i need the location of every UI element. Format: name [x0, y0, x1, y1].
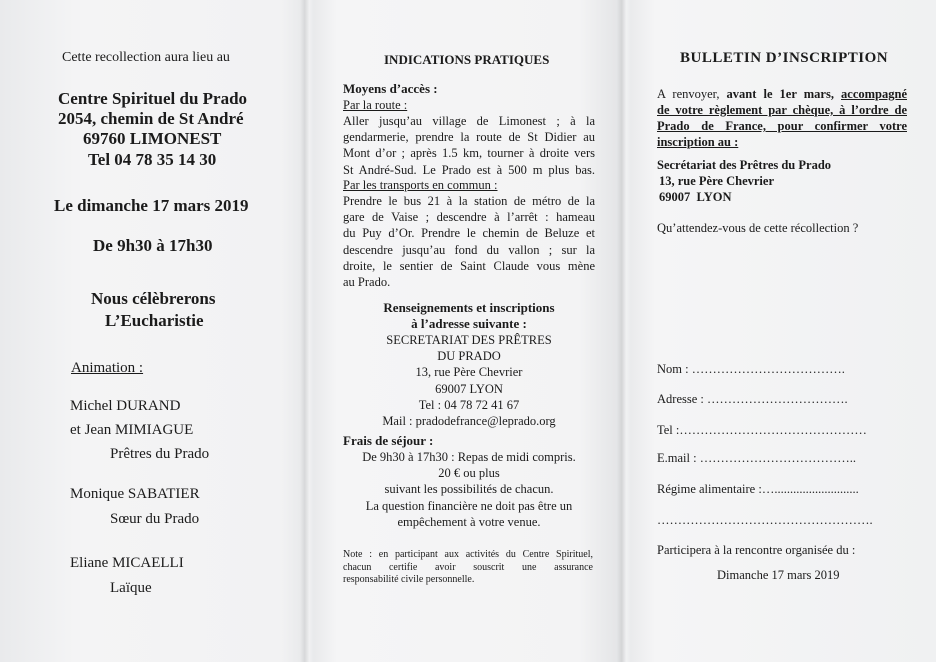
note-line: responsabilité civile personnelle.	[343, 574, 475, 586]
person-role: Sœur du Prado	[110, 511, 200, 527]
celebration-line-2: L’Eucharistie	[105, 311, 204, 330]
fold-crease-right	[617, 0, 631, 662]
secretariat-line: Secrétariat des Prêtres du Prado	[657, 158, 832, 172]
info-line: DU PRADO	[437, 349, 501, 364]
road-line: Aller jusqu’au village de Limonest ; à la	[343, 114, 595, 128]
send-line	[657, 86, 907, 102]
field-address[interactable]: Adresse : …………………………….	[657, 392, 848, 406]
road-directions	[343, 113, 595, 178]
info-line: SECRETARIAT DES PRÊTRES	[386, 333, 552, 347]
event-date: Le dimanche 17 mars 2019	[54, 196, 249, 215]
secretariat-line: 13, rue Père Chevrier	[659, 174, 774, 188]
person-name: Monique SABATIER	[70, 486, 200, 502]
insurance-note	[343, 549, 593, 587]
road-label: Par la route :	[343, 98, 408, 112]
field-name[interactable]: Nom : ……………………………….	[657, 362, 845, 376]
transit-label: Par les transports en commun :	[343, 178, 498, 192]
fees-line: De 9h30 à 17h30 : Repas de midi compris.	[362, 450, 576, 464]
transit-line: gare de Vaise ; descendre à l’arrêt : hameau	[343, 210, 595, 225]
fees-block	[343, 449, 595, 530]
send-deadline: avant le 1er mars,	[726, 87, 834, 101]
animation-label: Animation :	[71, 360, 144, 376]
send-line-text: inscription au :	[657, 135, 739, 149]
road-line: gendarmerie, prendre la route de St Didier au	[343, 130, 595, 145]
send-line-text: accompagné	[841, 87, 907, 101]
field-diet[interactable]: Régime alimentaire :…...........................	[657, 482, 859, 496]
info-title-line: à l’adresse suivante :	[411, 316, 527, 331]
field-email[interactable]: E.mail : ………………………………..	[657, 451, 856, 465]
field-diet-continued[interactable]: …………………………………………….	[657, 513, 873, 527]
secretariat-line: 69007 LYON	[659, 190, 732, 204]
send-prefix: A renvoyer,	[657, 87, 727, 101]
fees-line: suivant les possibilités de chacun.	[384, 482, 554, 497]
venue-phone: Tel 04 78 35 14 30	[88, 150, 217, 169]
info-title-line: Renseignements et inscriptions	[383, 300, 555, 315]
practical-info-title: INDICATIONS PRATIQUES	[384, 52, 550, 67]
access-title: Moyens d’accès :	[343, 81, 438, 96]
person-name: et Jean MIMIAGUE	[70, 422, 194, 438]
intro-text: Cette recollection aura lieu au	[62, 50, 230, 65]
fees-line: empêchement à votre venue.	[397, 514, 541, 529]
transit-line: descendre jusqu’au fond du vallon ; sur la	[343, 242, 595, 257]
road-line: St André-Sud. Le Prado est à 500 m plus bas.	[343, 162, 595, 177]
venue-street: 2054, chemin de St André	[58, 109, 244, 128]
event-hours: De 9h30 à 17h30	[93, 236, 213, 255]
person-name: Michel DURAND	[70, 398, 181, 414]
info-block	[343, 300, 595, 429]
person-name: Eliane MICAELLI	[70, 555, 184, 571]
person-role: Prêtres du Prado	[110, 446, 210, 462]
fees-line: La question financière ne doit pas être un	[365, 498, 573, 513]
secretariat-address	[657, 157, 831, 205]
note-line: Note : en participant aux activités du Centre Spirituel,	[343, 549, 593, 560]
transit-line: du Puy d’Or. Prendre le chemin de Beluze et	[343, 226, 595, 241]
note-line: chacun certifie avoir souscrit une assurance	[343, 561, 593, 573]
transit-directions	[343, 193, 595, 290]
info-line: 13, rue Père Chevrier	[415, 365, 523, 380]
transit-line: Prendre le bus 21 à la station de métro de la	[343, 194, 595, 208]
participation-text: Participera à la rencontre organisée du :	[657, 543, 856, 557]
field-phone[interactable]: Tel :………………………………………	[657, 423, 867, 437]
fold-crease-left	[300, 0, 314, 662]
participation-date: Dimanche 17 mars 2019	[717, 568, 840, 582]
transit-line: droite, le sentier de Saint Claude vous mène	[343, 258, 595, 273]
send-line-text: Prado de France, pour confirmer votre	[657, 119, 907, 133]
fees-title: Frais de séjour :	[343, 433, 434, 448]
send-line-text: de votre règlement par chèque, à l’ordre de	[657, 103, 907, 117]
transit-line: au Prado.	[343, 275, 391, 290]
road-line: Mont d’or ; après 1.5 km, tourner à droite vers	[343, 146, 595, 161]
info-line: 69007 LYON	[435, 381, 503, 396]
info-line: Tel : 04 78 72 41 67	[418, 397, 520, 412]
expectations-question: Qu’attendez-vous de cette récollection ?	[657, 221, 859, 235]
fees-line: 20 € ou plus	[438, 466, 500, 481]
send-instructions	[657, 86, 907, 150]
venue-name: Centre Spirituel du Prado	[58, 89, 248, 108]
registration-form-title: BULLETIN D’INSCRIPTION	[680, 50, 889, 66]
info-email: Mail : pradodefrance@leprado.org	[382, 414, 556, 429]
person-role: Laïque	[110, 580, 152, 596]
celebration-line-1: Nous célèbrerons	[91, 289, 216, 308]
venue-city: 69760 LIMONEST	[83, 129, 222, 148]
